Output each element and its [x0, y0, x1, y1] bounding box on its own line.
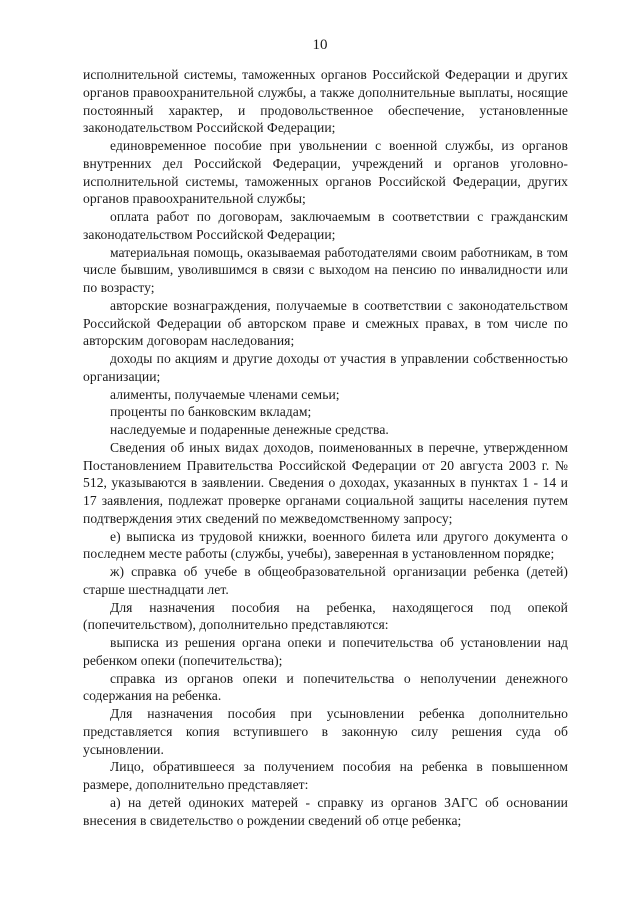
page-number: 10 [312, 37, 328, 53]
paragraph: алименты, получаемые членами семьи; [110, 386, 340, 402]
paragraph: Сведения об иных видах доходов, поименованных в перечне, утвержденном Постановлением Правительства Российской Федерации от 20 августа 2003 г. № 512, указываются в заявлении. Сведения о доходах, указанных в пунктах 1 - 14 и 17 заявления, подлежат проверке органами социальной защиты населения путем подтверждения этих сведений по межведомственному запросу; [83, 439, 568, 526]
document-body [83, 66, 568, 829]
paragraph: Для назначения пособия на ребенка, находящегося под опекой (попечительством), дополнительно представляются: [83, 599, 568, 633]
paragraph: выписка из решения органа опеки и попечительства об установлении над ребенком опеки (попечительства); [83, 635, 568, 668]
paragraph: справка из органов опеки и попечительства о неполучении денежного содержания на ребенка. [83, 670, 568, 704]
paragraph: проценты по банковским вкладам; [110, 404, 312, 420]
paragraph: авторские вознаграждения, получаемые в соответствии с законодательством Российской Федерации об авторском праве и смежных правах, в том числе по авторским договорам наследования; [83, 297, 568, 349]
paragraph: единовременное пособие при увольнении с военной службы, из органов внутренних дел Российской Федерации, учреждений и органов уголовно-исполнительной системы, таможенных органов Российской Федерации, других органов правоохранительной службы; [83, 138, 568, 207]
paragraph: доходы по акциям и другие доходы от участия в управлении собственностью организации; [83, 351, 568, 384]
paragraph: ж) справка об учебе в общеобразовательной организации ребенка (детей) старше шестнадцати лет. [83, 564, 568, 597]
paragraph: оплата работ по договорам, заключаемым в соответствии с гражданским законодательством Российской Федерации; [83, 209, 568, 242]
paragraph: наследуемые и подаренные денежные средства. [110, 422, 389, 437]
paragraph: е) выписка из трудовой книжки, военного билета или другого документа о последнем месте работы (службы, учебы), заверенная в установленном порядке; [83, 528, 568, 562]
paragraph: Лицо, обратившееся за получением пособия на ребенка в повышенном размере, дополнительно представляет: [83, 759, 568, 792]
paragraph: материальная помощь, оказываемая работодателями своим работникам, в том числе бывшим, уволившимся в связи с выходом на пенсию по инвалидности или по возрасту; [83, 244, 568, 295]
paragraph: исполнительной системы, таможенных органов Российской Федерации и других органов правоохранительной службы, а также дополнительные выплаты, носящие постоянный характер, и продовольственное обеспечение, установленные законодательством Российской Федерации; [83, 67, 568, 136]
paragraph: а) на детей одиноких матерей - справку из органов ЗАГС об основании внесения в свидетельство о рождении сведений об отце ребенка; [83, 794, 568, 828]
paragraph: Для назначения пособия при усыновлении ребенка дополнительно представляется копия вступившего в законную силу решения суда об усыновлении. [83, 706, 568, 757]
